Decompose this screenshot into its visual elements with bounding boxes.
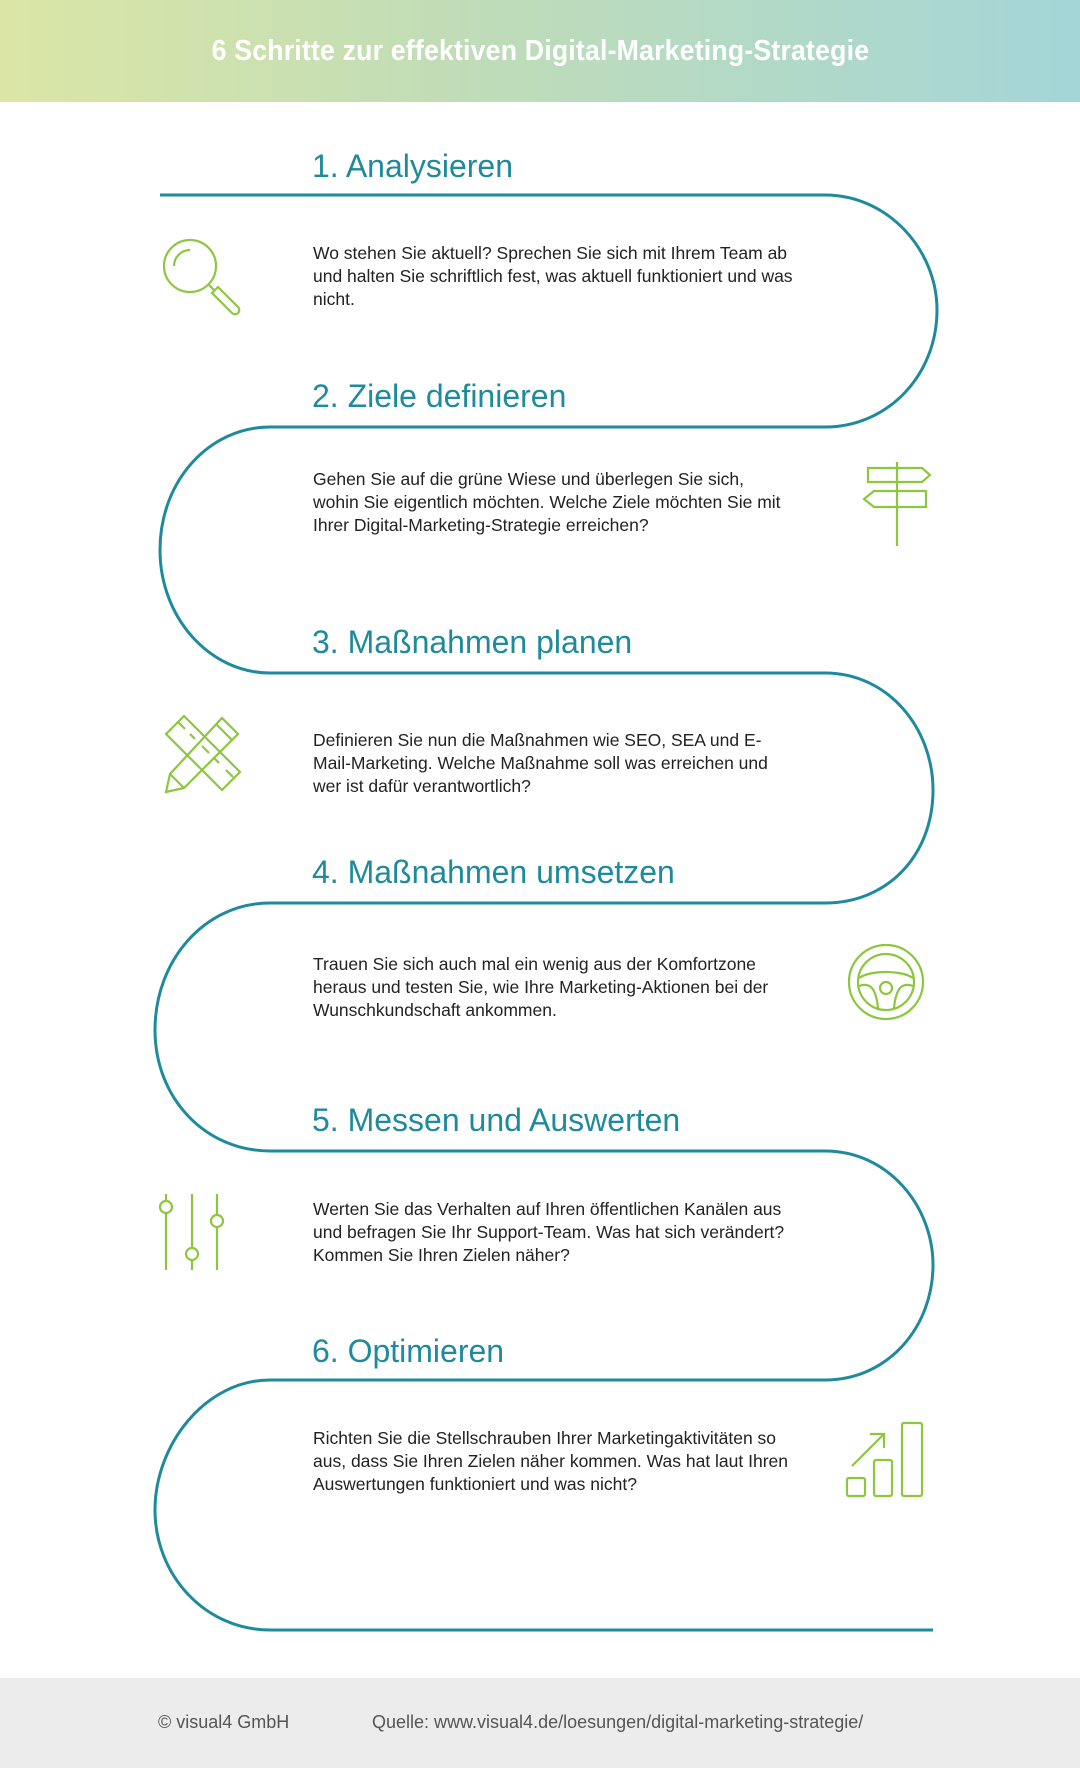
sliders-icon bbox=[156, 1192, 228, 1272]
step-2-text: Gehen Sie auf die grüne Wiese und überlegen Sie sich, wohin Sie eigentlich möchten. Welche Ziele möchten Sie mit Ihrer Digital-Marketing-Strategie erreichen? bbox=[313, 469, 781, 535]
signpost-icon bbox=[860, 458, 934, 548]
footer bbox=[0, 1678, 1080, 1768]
source-link[interactable]: Quelle: www.visual4.de/loesungen/digital-marketing-strategie/ bbox=[372, 1712, 864, 1732]
step-2-title: 2. Ziele definieren bbox=[312, 378, 567, 414]
step-1-title: 1. Analysieren bbox=[312, 148, 514, 184]
copyright-text: © visual4 GmbH bbox=[158, 1712, 290, 1732]
step-6-text: Richten Sie die Stellschrauben Ihrer Marketingaktivitäten so aus, dass Sie Ihren Zielen näher kommen. Was hat laut Ihren Auswertungen funktioniert und was nicht? bbox=[313, 1428, 789, 1494]
page-title: 6 Schritte zur effektiven Digital-Marketing-Strategie bbox=[211, 34, 869, 67]
step-1-text: Wo stehen Sie aktuell? Sprechen Sie sich mit Ihrem Team ab und halten Sie schriftlich fest, was aktuell funktioniert und was nicht. bbox=[313, 243, 793, 309]
step-4-title: 4. Maßnahmen umsetzen bbox=[312, 854, 675, 890]
magnifier-icon bbox=[160, 236, 244, 320]
steering-wheel-icon bbox=[846, 942, 926, 1022]
growth-chart-icon bbox=[844, 1420, 926, 1500]
step-4-text: Trauen Sie sich auch mal ein wenig aus der Komfortzone heraus und testen Sie, wie Ihre Marketing-Aktionen bei der Wunschkundschaft ankommen. bbox=[313, 954, 769, 1020]
step-3-title: 3. Maßnahmen planen bbox=[312, 624, 633, 660]
step-5-title: 5. Messen und Auswerten bbox=[312, 1102, 681, 1138]
step-6-title: 6. Optimieren bbox=[312, 1333, 505, 1369]
step-5-text: Werten Sie das Verhalten auf Ihren öffentlichen Kanälen aus und befragen Sie Ihr Support-Team. Was hat sich verändert? Kommen Sie Ihren Zielen näher? bbox=[313, 1199, 785, 1265]
pencil-ruler-icon bbox=[162, 712, 244, 794]
step-3-text: Definieren Sie nun die Maßnahmen wie SEO, SEA und E-Mail-Marketing. Welche Maßnahme soll was erreichen und wer ist dafür verantwortlich? bbox=[313, 730, 768, 796]
